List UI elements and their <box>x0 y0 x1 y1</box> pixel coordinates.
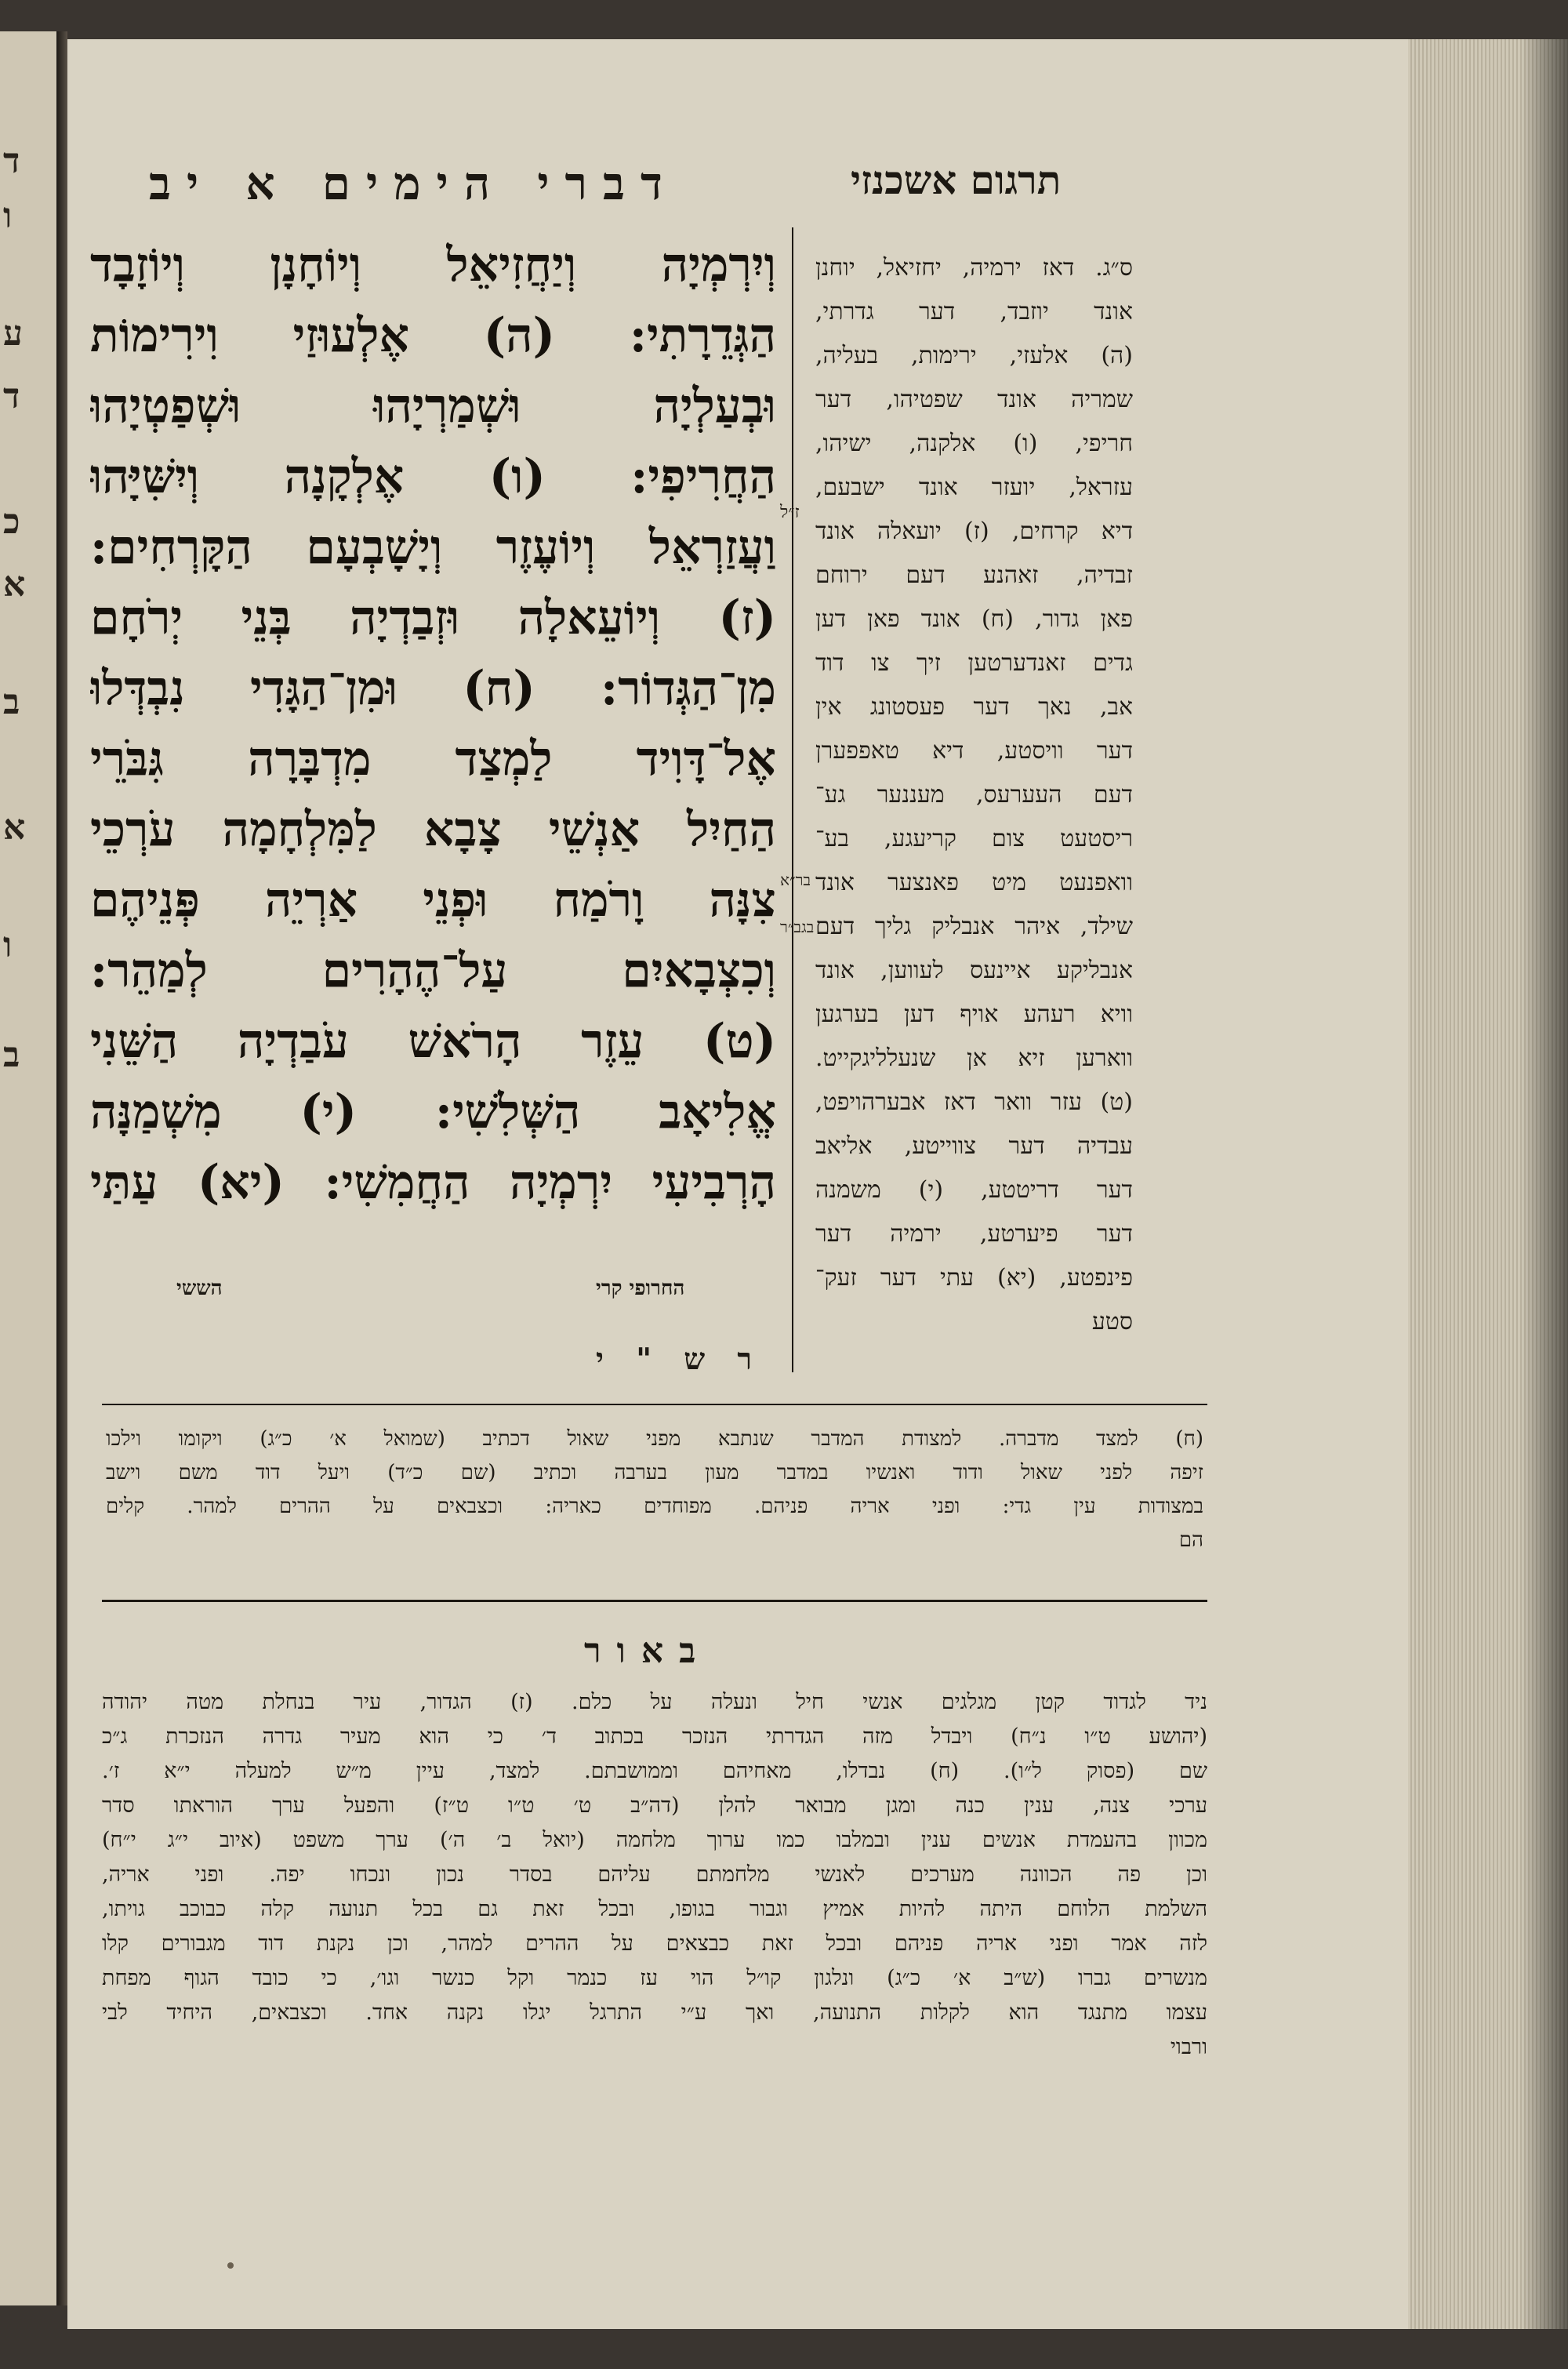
translation-line: אב, נאך דער פעסטונג אין <box>815 693 1133 721</box>
biur-line: (יהושע ט״ו נ״ח) ויבדל מזה הגדרתי הנזכר בכתוב ד׳ כי הוא מעיר גדרה הנזכרת ג״כ <box>102 1724 1207 1749</box>
translation-line: ווארען זיא אן שנעלליגקייט. <box>815 1045 1133 1072</box>
paper-speck <box>227 2262 234 2269</box>
previous-page-edge <box>0 31 59 2305</box>
translation-line: דער פיערטע, ירמיה דער <box>815 1220 1133 1248</box>
biur-line: מכוון בהעמדת אנשים ענין ובמלבו כמו ערוך מלחמה (יואל ב׳ ה׳) ערך משפט (איוב י״ג י״ח) <box>102 1828 1207 1852</box>
translation-line: גדים זאנדערטען זיך צו דוד <box>815 649 1133 677</box>
translation-line: וואפנעט מיט פאנצער אונד <box>815 869 1133 896</box>
rashi-rule <box>102 1404 1207 1405</box>
verse-line: צִנָּה וָרֹמַח וּפְנֵי אַרְיֵה פְּנֵיהֶם <box>90 873 776 928</box>
rashi-line: (ח) למצד מדברה. למצודת המדבר שנתבא מפני שאול דכתיב (שמואל א׳ כ״ג) ויקומו וילכו <box>106 1427 1203 1451</box>
biur-line: ניד לגדוד קטן מגלגים אנשי חיל ונעלה על כלם. (ז) הגדור, עיר בנחלת מטה יהודה <box>102 1690 1207 1714</box>
translation-line: דער וויסטע, דיא טאפפערן <box>815 737 1133 765</box>
left-page-fragment: ב <box>3 682 20 722</box>
left-page-fragment: ו <box>3 925 13 965</box>
left-page-fragment: א <box>3 808 26 848</box>
verse-line: וְכִצְבָאיִם עַל־הֶהָרִים לְמַהֵר: <box>90 943 776 998</box>
signature-mark: ר ש " י <box>596 1341 764 1376</box>
catchword-left: הששי <box>176 1277 223 1300</box>
page-edges <box>1408 39 1568 2329</box>
translation-line: ס״ג. דאז ירמיה, יחזיאל, יוחנן <box>815 254 1133 282</box>
verse-line: מִן־הַגְּדוֹר: (ח) וּמִן־הַגָּדִי נִבְדְּלוּ <box>90 661 776 716</box>
biur-line: שם (פסוק ל״ו). (ח) נבדלו, מאחיהם וממושבתם. למצד, עיין מ״ש למעלה י״א ז׳. <box>102 1759 1207 1783</box>
left-page-fragment: ע <box>3 314 23 354</box>
catchword-middle: החרופי קרי <box>596 1277 685 1300</box>
verse-line: אֶל־דָּוִיד לַמְצַד מִדְבָּרָה גִּבֹּרֵי <box>90 732 776 787</box>
verse-line: הַגְּדֵרָתִי: (ה) אֶלְעוּזַי וִירִימוֹת <box>90 308 776 363</box>
translation-line: שמריה אונד שפטיהו, דער <box>815 386 1133 413</box>
left-page-fragment: ד <box>3 376 20 416</box>
translation-line: אונד יוזבד, דער גדרתי, <box>815 298 1133 325</box>
biur-line: מנשרים גברו (ש״ב א׳ כ״ג) ונלגון קו״ל הוי עז כנמר וקל כנשר וגו׳, כי כובד הגוף מפחת <box>102 1966 1207 1990</box>
rashi-line: זיפה לפני שאול ודוד ואנשיו במדבר מעון בערבה וכתיב (שם כ״ד) ויעל דוד משם וישב <box>106 1461 1203 1484</box>
translation-line: חריפי, (ו) אלקנה, ישיהו, <box>815 430 1133 457</box>
translation-line: זבדיה, זאהנע דעם ירוחם <box>815 561 1133 589</box>
left-page-fragment: כ <box>3 502 20 542</box>
left-page-fragment: ד <box>3 141 20 181</box>
verse-line: הַחֲרִיפִי: (ו) אֶלְקָנָה וְיִשִּׁיָּהוּ <box>90 449 776 504</box>
column-divider <box>792 227 793 1372</box>
rashi-line: הם <box>1178 1528 1203 1552</box>
book-spine <box>56 31 67 2305</box>
left-page-fragment: ב <box>3 1035 20 1075</box>
translation-line: דער דריטטע, (י) משמנה <box>815 1176 1133 1204</box>
translation-line: דיא קרחים, (ז) יועאלה אונד <box>815 518 1133 545</box>
verse-line: אֱלִיאָב הַשְּׁלִשִׁי: (י) מִשְׁמַנָּה <box>90 1085 776 1139</box>
translation-line: ריסטעט צום קריעגע, בע־ <box>815 825 1133 852</box>
verse-line: (ט) עֵזֶר הָרֹאשׁ עֹבַדְיָה הַשֵּׁנִי <box>90 1014 776 1069</box>
translation-line: עזראל, יועזר אונד ישבעם, <box>815 474 1133 501</box>
translation-line: שילד, איהר אנבליק גליך דעם <box>815 913 1133 940</box>
rashi-line: במצודות עין גדי: ופני אריה פניהם. מפוחדים כאריה: וכצבאים על ההרים למהר. קלים <box>106 1495 1203 1518</box>
margin-note: בר״א <box>780 870 811 889</box>
verse-line: וַעֲזַרְאֵל וְיוֹעֶזֶר וְיָשָׁבְעָם הַקָּרְחִים: <box>90 520 776 575</box>
biur-line: השלמת הלוחם היתה להיות אמיץ וגבור בגופו, ובכל זאת גם בכל תנועה קלה כבוכב גויתו, <box>102 1897 1207 1921</box>
biur-line: ערכי צנה, ענין כנה ומגן מבואר להלן (דה״ב ט׳ ט״ו ט״ז) והפעל ערך הוראתו סדר <box>102 1793 1207 1818</box>
translation-title: תרגום אשכנזי <box>851 157 1062 203</box>
page-title: דברי הימים א יב <box>149 157 678 210</box>
translation-line: (ה) אלעזי, ירימות, בעליה, <box>815 342 1133 369</box>
biur-line: וכן פה הכוונה מערכים לאנשי מלחמתם עליהם בסדר נכון ונכחו יפה. ופני אריה, <box>102 1862 1207 1887</box>
translation-line: אנבליקע איינעס לעווען, אונד <box>815 957 1133 984</box>
translation-line: סטע <box>1091 1308 1133 1335</box>
biur-title: באור <box>584 1631 712 1671</box>
verse-line: הָרְבִיעִי יִרְמְיָה הַחֲמִשִׁי: (יא) עַתַּי <box>90 1155 776 1210</box>
translation-line: (ט) עזר וואר דאז אבערהויפט, <box>815 1088 1133 1116</box>
left-page-fragment: ו <box>3 196 13 236</box>
translation-line: פינפטע, (יא) עתי דער זעק־ <box>815 1264 1133 1292</box>
translation-line: וויא רעהע אויף דען בערגען <box>815 1001 1133 1028</box>
biur-line: לזה אמר ופני אריה פניהם ובכל זאת כבצאים על ההרים למהר, וכן נקנת דוד מגבורים קלו <box>102 1931 1207 1956</box>
margin-note: ז״ל <box>780 503 800 522</box>
biur-rule <box>102 1600 1207 1602</box>
left-page-fragment: א <box>3 565 26 605</box>
biur-line: עצמו מתנגד הוא לקלות התנועה, ואך ע״י התרגל יגלו נקנה אחד. וכצבאים, היחיד לבי <box>102 2000 1207 2025</box>
margin-note: בגב״ר <box>780 917 815 936</box>
biur-line: ורבוי <box>1170 2035 1207 2059</box>
verse-line: הַחַיִל אַנְשֵׁי צָבָא לַמִּלְחָמָה עֹרְכֵי <box>90 802 776 857</box>
translation-line: דעם העערעס, מעננער גע־ <box>815 781 1133 808</box>
verse-line: (ז) וְיוֹעֵאלָה וּזְבַדְיָה בְּנֵי יְרֹחָם <box>90 590 776 645</box>
verse-line: וְיִרְמְיָה וְיַחֲזִיאֵל וְיוֹחָנָן וְיוֹזָבָד <box>90 238 776 292</box>
translation-line: עבדיה דער צווייטע, אליאב <box>815 1132 1133 1160</box>
translation-line: פאן גדור, (ח) אונד פאן דען <box>815 605 1133 633</box>
verse-line: וּבְעַלְיָה וּשְׁמַרְיָהוּ וּשְׁפַטְיָהוּ <box>90 379 776 434</box>
